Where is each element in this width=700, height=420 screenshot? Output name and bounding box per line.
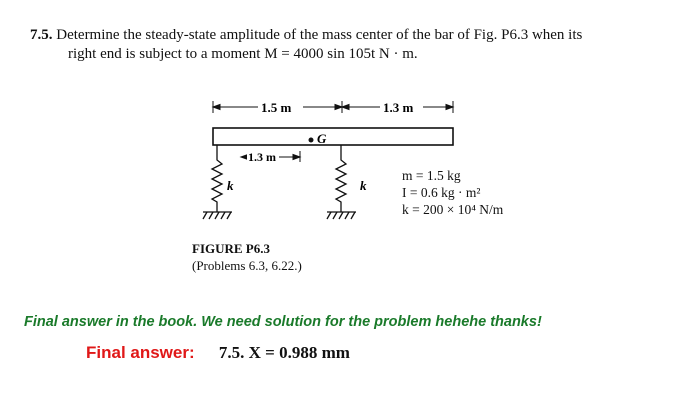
param-inertia: I = 0.6 kg · m² [402, 185, 481, 200]
problem-text-line1: Determine the steady-state amplitude of the mass center of the bar of Fig. P6.3 when its [56, 27, 583, 43]
label-k-left: k [227, 178, 234, 193]
dim-inner-label: 1.3 m [248, 150, 276, 164]
final-answer-value: 7.5. X = 0.988 mm [218, 343, 350, 362]
problem-text-line2: right end is subject to a moment M = 4000 sin 105t N · m. [68, 46, 418, 62]
spring-left [212, 145, 222, 212]
bar [213, 128, 453, 145]
mass-center-dot [309, 138, 314, 143]
parameter-list [402, 167, 503, 218]
dim-right-label: 1.3 m [383, 100, 414, 115]
spring-right [336, 145, 346, 212]
figure-caption [192, 240, 302, 274]
ground-right [327, 212, 356, 219]
ground-left [203, 212, 232, 219]
dim-left-label: 1.5 m [261, 100, 292, 115]
final-answer-label: Final answer: [86, 343, 195, 362]
request-note: Final answer in the book. We need solution for the problem hehehe thanks! [24, 314, 542, 330]
figure-caption-title: FIGURE P6.3 [192, 241, 270, 256]
param-mass: m = 1.5 kg [402, 168, 461, 183]
label-G: G [317, 131, 327, 146]
label-k-right: k [360, 178, 367, 193]
final-answer [86, 343, 350, 363]
problem-number: 7.5. [30, 27, 53, 43]
dimension-top [213, 101, 453, 113]
param-stiffness: k = 200 × 10⁴ N/m [402, 202, 504, 217]
figure-caption-sub: (Problems 6.3, 6.22.) [192, 258, 302, 273]
